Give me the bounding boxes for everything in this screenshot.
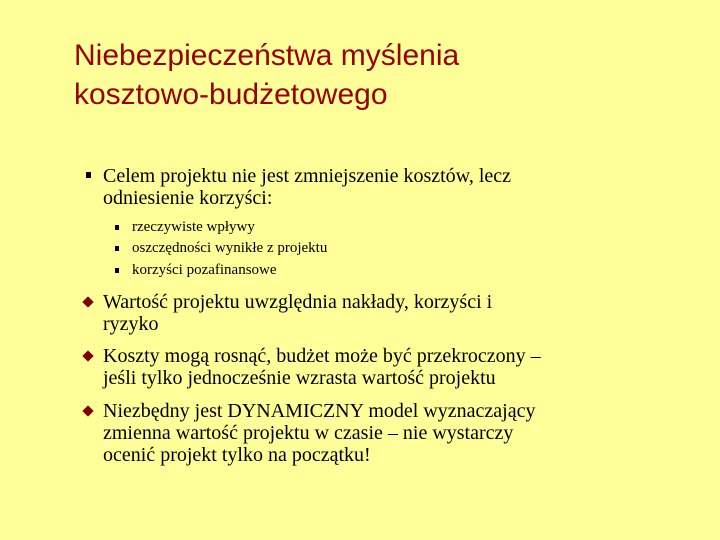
bullet-2	[103, 291, 683, 335]
sub-bullet-1: rzeczywiste wpływy	[132, 219, 255, 235]
bullet-4	[103, 400, 683, 466]
bullet-4-line-3: ocenić projekt tylko na początku!	[103, 444, 371, 466]
square-bullet-icon	[115, 246, 119, 251]
bullet-4-line-2: zmienna wartość projektu w czasie – nie wystarczy	[103, 422, 514, 444]
bullet-2-line-2: ryzyko	[103, 313, 159, 335]
diamond-bullet-icon	[82, 296, 93, 307]
square-bullet-icon	[86, 172, 91, 178]
bullet-2-line-1: Wartość projektu uwzględnia nakłady, korzyści i	[103, 291, 493, 313]
bullet-1	[103, 165, 683, 209]
bullet-1-line-2: odniesienie korzyści:	[103, 187, 273, 209]
square-bullet-icon	[115, 268, 119, 273]
bullet-3	[103, 345, 683, 389]
bullet-3-line-1: Koszty mogą rosnąć, budżet może być przekroczony –	[103, 345, 541, 367]
title-line-2: kosztowo-budżetowego	[74, 78, 388, 111]
diamond-bullet-icon	[82, 405, 93, 416]
diamond-bullet-icon	[82, 350, 93, 361]
square-bullet-icon	[115, 225, 119, 230]
bullet-3-line-2: jeśli tylko jednocześnie wzrasta wartość projektu	[103, 367, 496, 389]
bullet-1-line-1: Celem projektu nie jest zmniejszenie kosztów, lecz	[103, 165, 512, 187]
sub-bullet-3: korzyści pozafinansowe	[132, 262, 277, 278]
bullet-4-line-1: Niezbędny jest DYNAMICZNY model wyznaczający	[103, 400, 536, 422]
title-line-1: Niebezpieczeństwa myślenia	[74, 39, 460, 72]
sub-bullet-2: oszczędności wynikłe z projektu	[132, 240, 328, 256]
